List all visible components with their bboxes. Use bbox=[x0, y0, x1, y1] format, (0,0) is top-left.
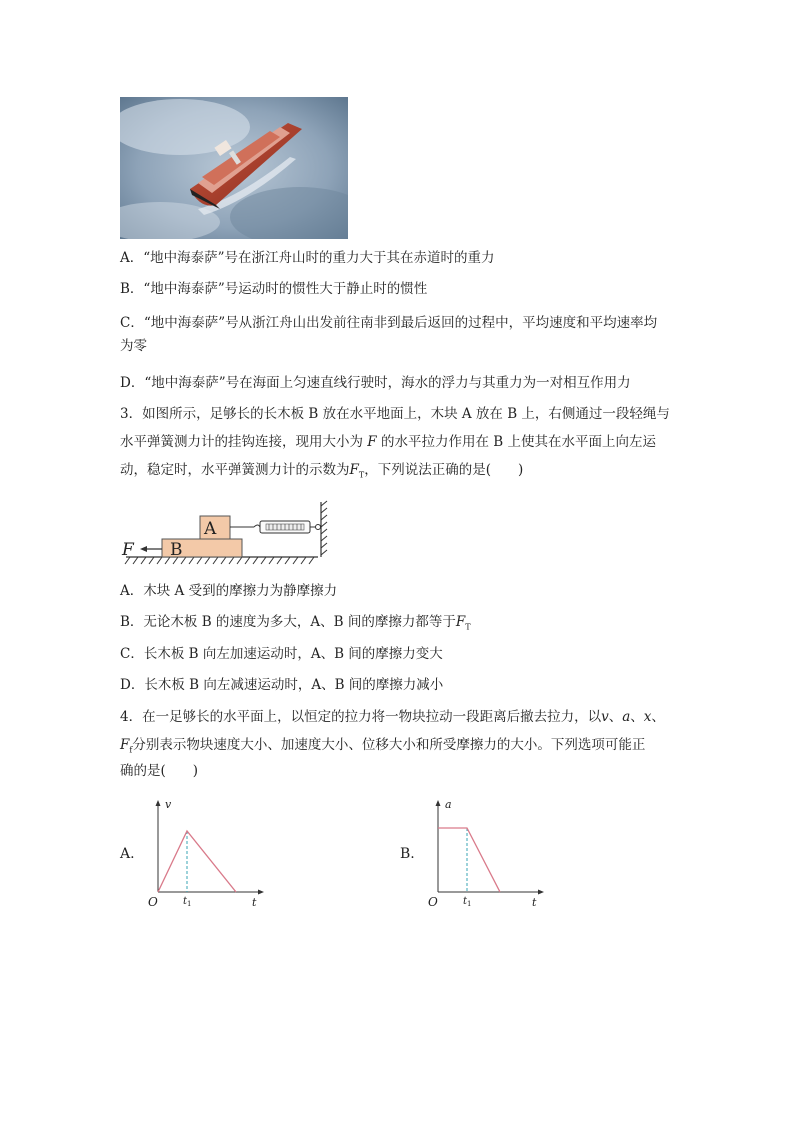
q4-option-a-label: A. bbox=[120, 846, 135, 862]
graph-b-tick-sub: 1 bbox=[467, 900, 472, 908]
label-b: B bbox=[170, 540, 183, 560]
q3-option-a: A．木块 A 受到的摩擦力为静摩擦力 bbox=[120, 583, 338, 599]
graph-a-origin: O bbox=[148, 895, 158, 909]
graph-b-ylabel: a bbox=[445, 798, 452, 811]
label-a: A bbox=[204, 519, 217, 539]
q3-option-d: D．长木板 B 向左减速运动时，A、B 间的摩擦力减小 bbox=[120, 677, 444, 693]
graph-a-tick: t bbox=[183, 896, 188, 907]
q2-option-d: D．“地中海泰萨”号在海面上匀速直线行驶时，海水的浮力与其重力为一对相互作用力 bbox=[120, 375, 631, 391]
q3-stem-line2: 水平弹簧测力计的挂钩连接，现用大小为 F 的水平拉力作用在 B 上使其在水平面上向左运 bbox=[120, 434, 656, 450]
graph-b-origin: O bbox=[428, 895, 438, 909]
q3-figure bbox=[118, 498, 333, 566]
graph-b-tick: t bbox=[463, 896, 468, 907]
graph-a-tick-sub: 1 bbox=[187, 900, 192, 908]
label-f: F bbox=[122, 540, 134, 560]
graph-a-xlabel: t bbox=[252, 896, 257, 909]
graph-b-xlabel: t bbox=[532, 896, 537, 909]
q2-option-a: A．“地中海泰萨”号在浙江舟山时的重力大于其在赤道时的重力 bbox=[120, 250, 495, 266]
q4-graph-b bbox=[420, 796, 550, 911]
q3-stem-line3: 动，稳定时，水平弹簧测力计的示数为$F_T$，下列说法正确的是( ) bbox=[120, 462, 524, 480]
q2-option-c-line2: 为零 bbox=[120, 338, 147, 354]
q3-stem-line1: 3．如图所示，足够长的长木板 B 放在水平地面上，木块 A 放在 B 上，右侧通过一段轻绳与 bbox=[120, 406, 670, 422]
q4-option-b-label: B. bbox=[400, 846, 415, 862]
graph-a-ylabel: v bbox=[165, 798, 172, 811]
q4-stem-line3: 确的是( ) bbox=[120, 763, 199, 779]
q2-option-c-line1: C．“地中海泰萨”号从浙江舟山出发前往南非到最后返回的过程中，平均速度和平均速率均 bbox=[120, 315, 658, 331]
q4-graph-a bbox=[140, 796, 270, 911]
q2-option-b: B．“地中海泰萨”号运动时的惯性大于静止时的惯性 bbox=[120, 281, 428, 297]
q3-option-b: B．无论木板 B 的速度为多大，A、B 间的摩擦力都等于$F_T$ bbox=[120, 614, 471, 632]
q4-stem-line1: 4．在一足够长的水平面上，以恒定的拉力将一物块拉动一段距离后撤去拉力，以v、a、x、 bbox=[120, 709, 665, 725]
q3-option-c: C．长木板 B 向左加速运动时，A、B 间的摩擦力变大 bbox=[120, 646, 443, 662]
ship-photo bbox=[120, 97, 348, 239]
q4-stem-line2: $F_f$分别表示物块速度大小、加速度大小、位移大小和所受摩擦力的大小。下列选项可能正 bbox=[120, 737, 646, 755]
